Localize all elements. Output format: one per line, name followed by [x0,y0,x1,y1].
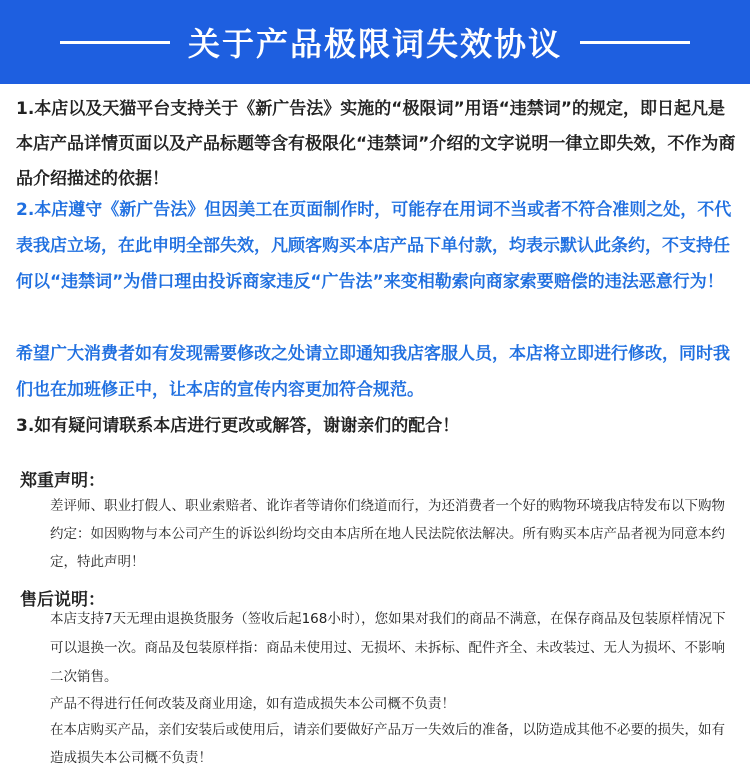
page-title: 关于产品极限词失效协议 [187,25,562,63]
right-divider-line [580,41,690,44]
clause-1-text: 1.本店以及天猫平台支持关于《新广告法》实施的“极限词”用语“违禁词”的规定，即日起凡是本店产品详情页面以及产品标题等含有极限化“违禁词”介绍的文字说明一律立即失效，不作为商品介绍描述的依据！ [16,99,736,189]
aftersale-heading: 售后说明： [20,590,105,610]
clause-2-wish-text: 希望广大消费者如有发现需要修改之处请立即通知我店客服人员，本店将立即进行修改，同时我们也在加班修正中，让本店的宣传内容更加符合规范。 [16,344,730,400]
aftersale-liability-notice: 在本店购买产品，亲们安装后或使用后，请亲们要做好产品万一失效后的准备，以防造成其他不必要的损失，如有造成损失本公司概不负责！ [50,722,725,766]
aftersale-return-policy: 本店支持7天无理由退换货服务（签收后起168小时），您如果对我们的商品不满意，在保存商品及包装原样情况下可以退换一次。商品及包装原样指：商品未使用过、无损坏、未拆标、配件齐全、未改装过、无人为损坏、不影响二次销售。 [50,611,726,685]
title-banner [0,0,750,84]
clause-2-text: 2.本店遵守《新广告法》但因美工在页面制作时，可能存在用词不当或者不符合准则之处，不代表我店立场，在此申明全部失效，凡顾客购买本店产品下单付款，均表示默认此条约，不支持任何以“违禁词”为借口理由投诉商家违反“广告法”来变相勒索向商家索要赔偿的违法恶意行为！ [16,200,732,292]
statement-heading: 郑重声明： [20,471,105,491]
aftersale-modification-notice: 产品不得进行任何改装及商业用途，如有造成损失本公司概不负责！ [50,696,455,712]
clause-3-text: 3.如有疑问请联系本店进行更改或解答，谢谢亲们的配合！ [16,416,460,436]
statement-text: 差评师、职业打假人、职业索赔者、讹诈者等请你们绕道而行，为还消费者一个好的购物环境我店特发布以下购物约定：如因购物与本公司产生的诉讼纠纷均交由本店所在地人民法院依法解决。所有购买本店产品者视为同意本约定，特此声明！ [50,498,725,570]
left-divider-line [60,41,170,44]
